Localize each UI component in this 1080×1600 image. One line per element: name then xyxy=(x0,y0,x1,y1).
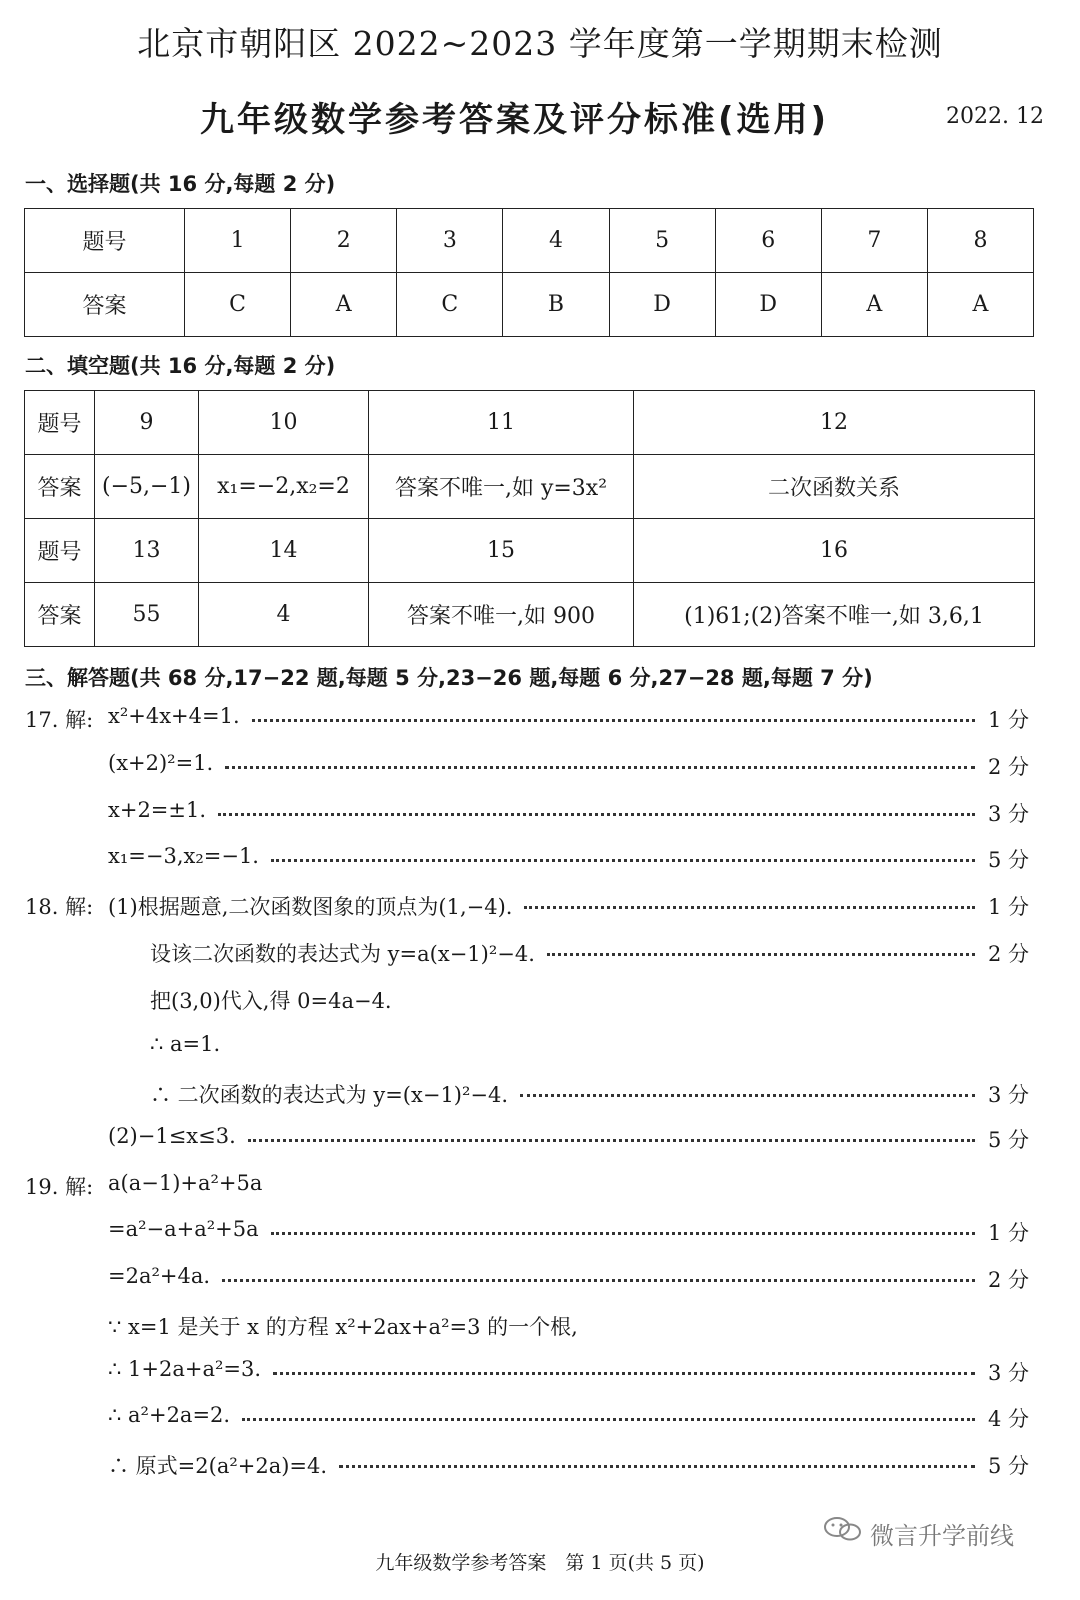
score-label: 2 分 xyxy=(988,942,1030,966)
question-number: 10 xyxy=(199,391,369,455)
score-label: 5 分 xyxy=(988,848,1030,872)
row-label: 题号 xyxy=(25,209,185,273)
solution-line xyxy=(0,1448,1080,1484)
solution-text: =a²−a+a²+5a xyxy=(108,1217,259,1241)
solution-line xyxy=(0,1122,1080,1158)
dot-leader xyxy=(222,1279,975,1282)
score-label: 5 分 xyxy=(988,1128,1030,1152)
question-number: 14 xyxy=(199,519,369,583)
answer-cell: 4 xyxy=(199,583,369,647)
solution-text: x²+4x+4=1. xyxy=(108,704,240,728)
answer-cell: A xyxy=(927,273,1033,337)
solution-line xyxy=(0,1401,1080,1437)
section3-heading: 三、解答题(共 68 分,17−22 题,每题 5 分,23−26 题,每题 6 分,27−28 题,每题 7 分) xyxy=(25,666,873,690)
question-number: 1 xyxy=(185,209,291,273)
dot-leader xyxy=(524,906,975,909)
score-label: 2 分 xyxy=(988,755,1030,779)
table-row xyxy=(25,519,1035,583)
row-label: 题号 xyxy=(25,519,95,583)
solution-text: x₁=−3,x₂=−1. xyxy=(108,844,259,868)
solution-line xyxy=(0,983,1080,1019)
answer-cell: C xyxy=(397,273,503,337)
solution-text: 把(3,0)代入,得 0=4a−4. xyxy=(150,989,392,1013)
question-number: 16 xyxy=(634,519,1035,583)
solution-text: 设该二次函数的表达式为 y=a(x−1)²−4. xyxy=(150,942,535,966)
table-row xyxy=(25,209,1034,273)
watermark-text: 微言升学前线 xyxy=(870,1522,1014,1550)
solution-text: =2a²+4a. xyxy=(108,1264,211,1288)
dot-leader xyxy=(547,953,975,956)
answer-cell: A xyxy=(821,273,927,337)
table-row xyxy=(25,391,1035,455)
dot-leader xyxy=(271,1232,975,1235)
score-label: 1 分 xyxy=(988,708,1030,732)
answer-cell: (1)61;(2)答案不唯一,如 3,6,1 xyxy=(634,583,1035,647)
question-label: 18. 解: xyxy=(25,895,94,919)
answer-cell: D xyxy=(609,273,715,337)
wechat-logo-icon xyxy=(822,1515,864,1543)
score-label: 1 分 xyxy=(988,1221,1030,1245)
dot-leader xyxy=(252,719,975,722)
solution-line xyxy=(0,702,1080,738)
answer-cell: 二次函数关系 xyxy=(634,455,1035,519)
question-number: 7 xyxy=(821,209,927,273)
score-label: 3 分 xyxy=(988,1361,1030,1385)
dot-leader xyxy=(225,766,975,769)
solution-text: ∴ 1+2a+a²=3. xyxy=(108,1357,262,1381)
page-title: 北京市朝阳区 2022~2023 学年度第一学期期末检测 xyxy=(137,24,943,63)
solution-text: ∴ 原式=2(a²+2a)=4. xyxy=(108,1454,328,1478)
table-row xyxy=(25,583,1035,647)
question-number: 3 xyxy=(397,209,503,273)
answer-cell: D xyxy=(715,273,821,337)
score-label: 2 分 xyxy=(988,1268,1030,1292)
question-number: 15 xyxy=(369,519,634,583)
dot-leader xyxy=(271,859,975,862)
score-label: 3 分 xyxy=(988,802,1030,826)
solution-line xyxy=(0,749,1080,785)
question-number: 6 xyxy=(715,209,821,273)
solution-line xyxy=(0,1169,1080,1205)
solution-text: ∴ a=1. xyxy=(150,1032,221,1056)
solution-text: ∴ 二次函数的表达式为 y=(x−1)²−4. xyxy=(150,1083,509,1107)
answer-cell: B xyxy=(503,273,609,337)
section2-heading: 二、填空题(共 16 分,每题 2 分) xyxy=(25,354,336,378)
solution-line xyxy=(0,936,1080,972)
dot-leader xyxy=(242,1418,975,1421)
solution-line xyxy=(0,1262,1080,1298)
solution-text: (1)根据题意,二次函数图象的顶点为(1,−4). xyxy=(108,895,513,919)
score-label: 5 分 xyxy=(988,1454,1030,1478)
solution-text: x+2=±1. xyxy=(108,798,207,822)
score-label: 1 分 xyxy=(988,895,1030,919)
answer-cell: 答案不唯一,如 y=3x² xyxy=(369,455,634,519)
row-label: 答案 xyxy=(25,583,95,647)
score-label: 3 分 xyxy=(988,1083,1030,1107)
question-number: 11 xyxy=(369,391,634,455)
page-subtitle: 九年级数学参考答案及评分标准(选用) xyxy=(200,100,830,140)
row-label: 答案 xyxy=(25,455,95,519)
solution-line xyxy=(0,1309,1080,1345)
question-number: 2 xyxy=(291,209,397,273)
choice-answer-table xyxy=(24,208,1034,337)
page-footer: 九年级数学参考答案 第 1 页(共 5 页) xyxy=(375,1552,705,1574)
dot-leader xyxy=(339,1465,975,1468)
question-label: 17. 解: xyxy=(25,708,94,732)
answer-cell: 答案不唯一,如 900 xyxy=(369,583,634,647)
answer-cell: A xyxy=(291,273,397,337)
solution-line xyxy=(0,842,1080,878)
question-number: 13 xyxy=(95,519,199,583)
solution-text: (2)−1≤x≤3. xyxy=(108,1124,236,1148)
solution-line xyxy=(0,1077,1080,1113)
solution-text: a(a−1)+a²+5a xyxy=(108,1171,263,1195)
answer-cell: (−5,−1) xyxy=(95,455,199,519)
table-row xyxy=(25,455,1035,519)
dot-leader xyxy=(218,813,975,816)
question-number: 5 xyxy=(609,209,715,273)
dot-leader xyxy=(248,1139,975,1142)
answer-cell: C xyxy=(185,273,291,337)
row-label: 答案 xyxy=(25,273,185,337)
question-number: 8 xyxy=(927,209,1033,273)
question-label: 19. 解: xyxy=(25,1175,94,1199)
table-row xyxy=(25,273,1034,337)
solution-text: (x+2)²=1. xyxy=(108,751,214,775)
row-label: 题号 xyxy=(25,391,95,455)
solution-line xyxy=(0,1215,1080,1251)
section1-heading: 一、选择题(共 16 分,每题 2 分) xyxy=(25,172,336,196)
question-number: 9 xyxy=(95,391,199,455)
question-number: 12 xyxy=(634,391,1035,455)
fill-blank-answer-table xyxy=(24,390,1035,647)
solution-line xyxy=(0,1030,1080,1066)
dot-leader xyxy=(273,1372,975,1375)
answer-cell: x₁=−2,x₂=2 xyxy=(199,455,369,519)
solution-line xyxy=(0,1355,1080,1391)
date-label: 2022. 12 xyxy=(946,104,1044,129)
score-label: 4 分 xyxy=(988,1407,1030,1431)
solution-text: ∴ a²+2a=2. xyxy=(108,1403,231,1427)
dot-leader xyxy=(520,1094,975,1097)
solution-text: ∵ x=1 是关于 x 的方程 x²+2ax+a²=3 的一个根, xyxy=(108,1315,578,1339)
solution-line xyxy=(0,889,1080,925)
answer-cell: 55 xyxy=(95,583,199,647)
solution-line xyxy=(0,796,1080,832)
question-number: 4 xyxy=(503,209,609,273)
